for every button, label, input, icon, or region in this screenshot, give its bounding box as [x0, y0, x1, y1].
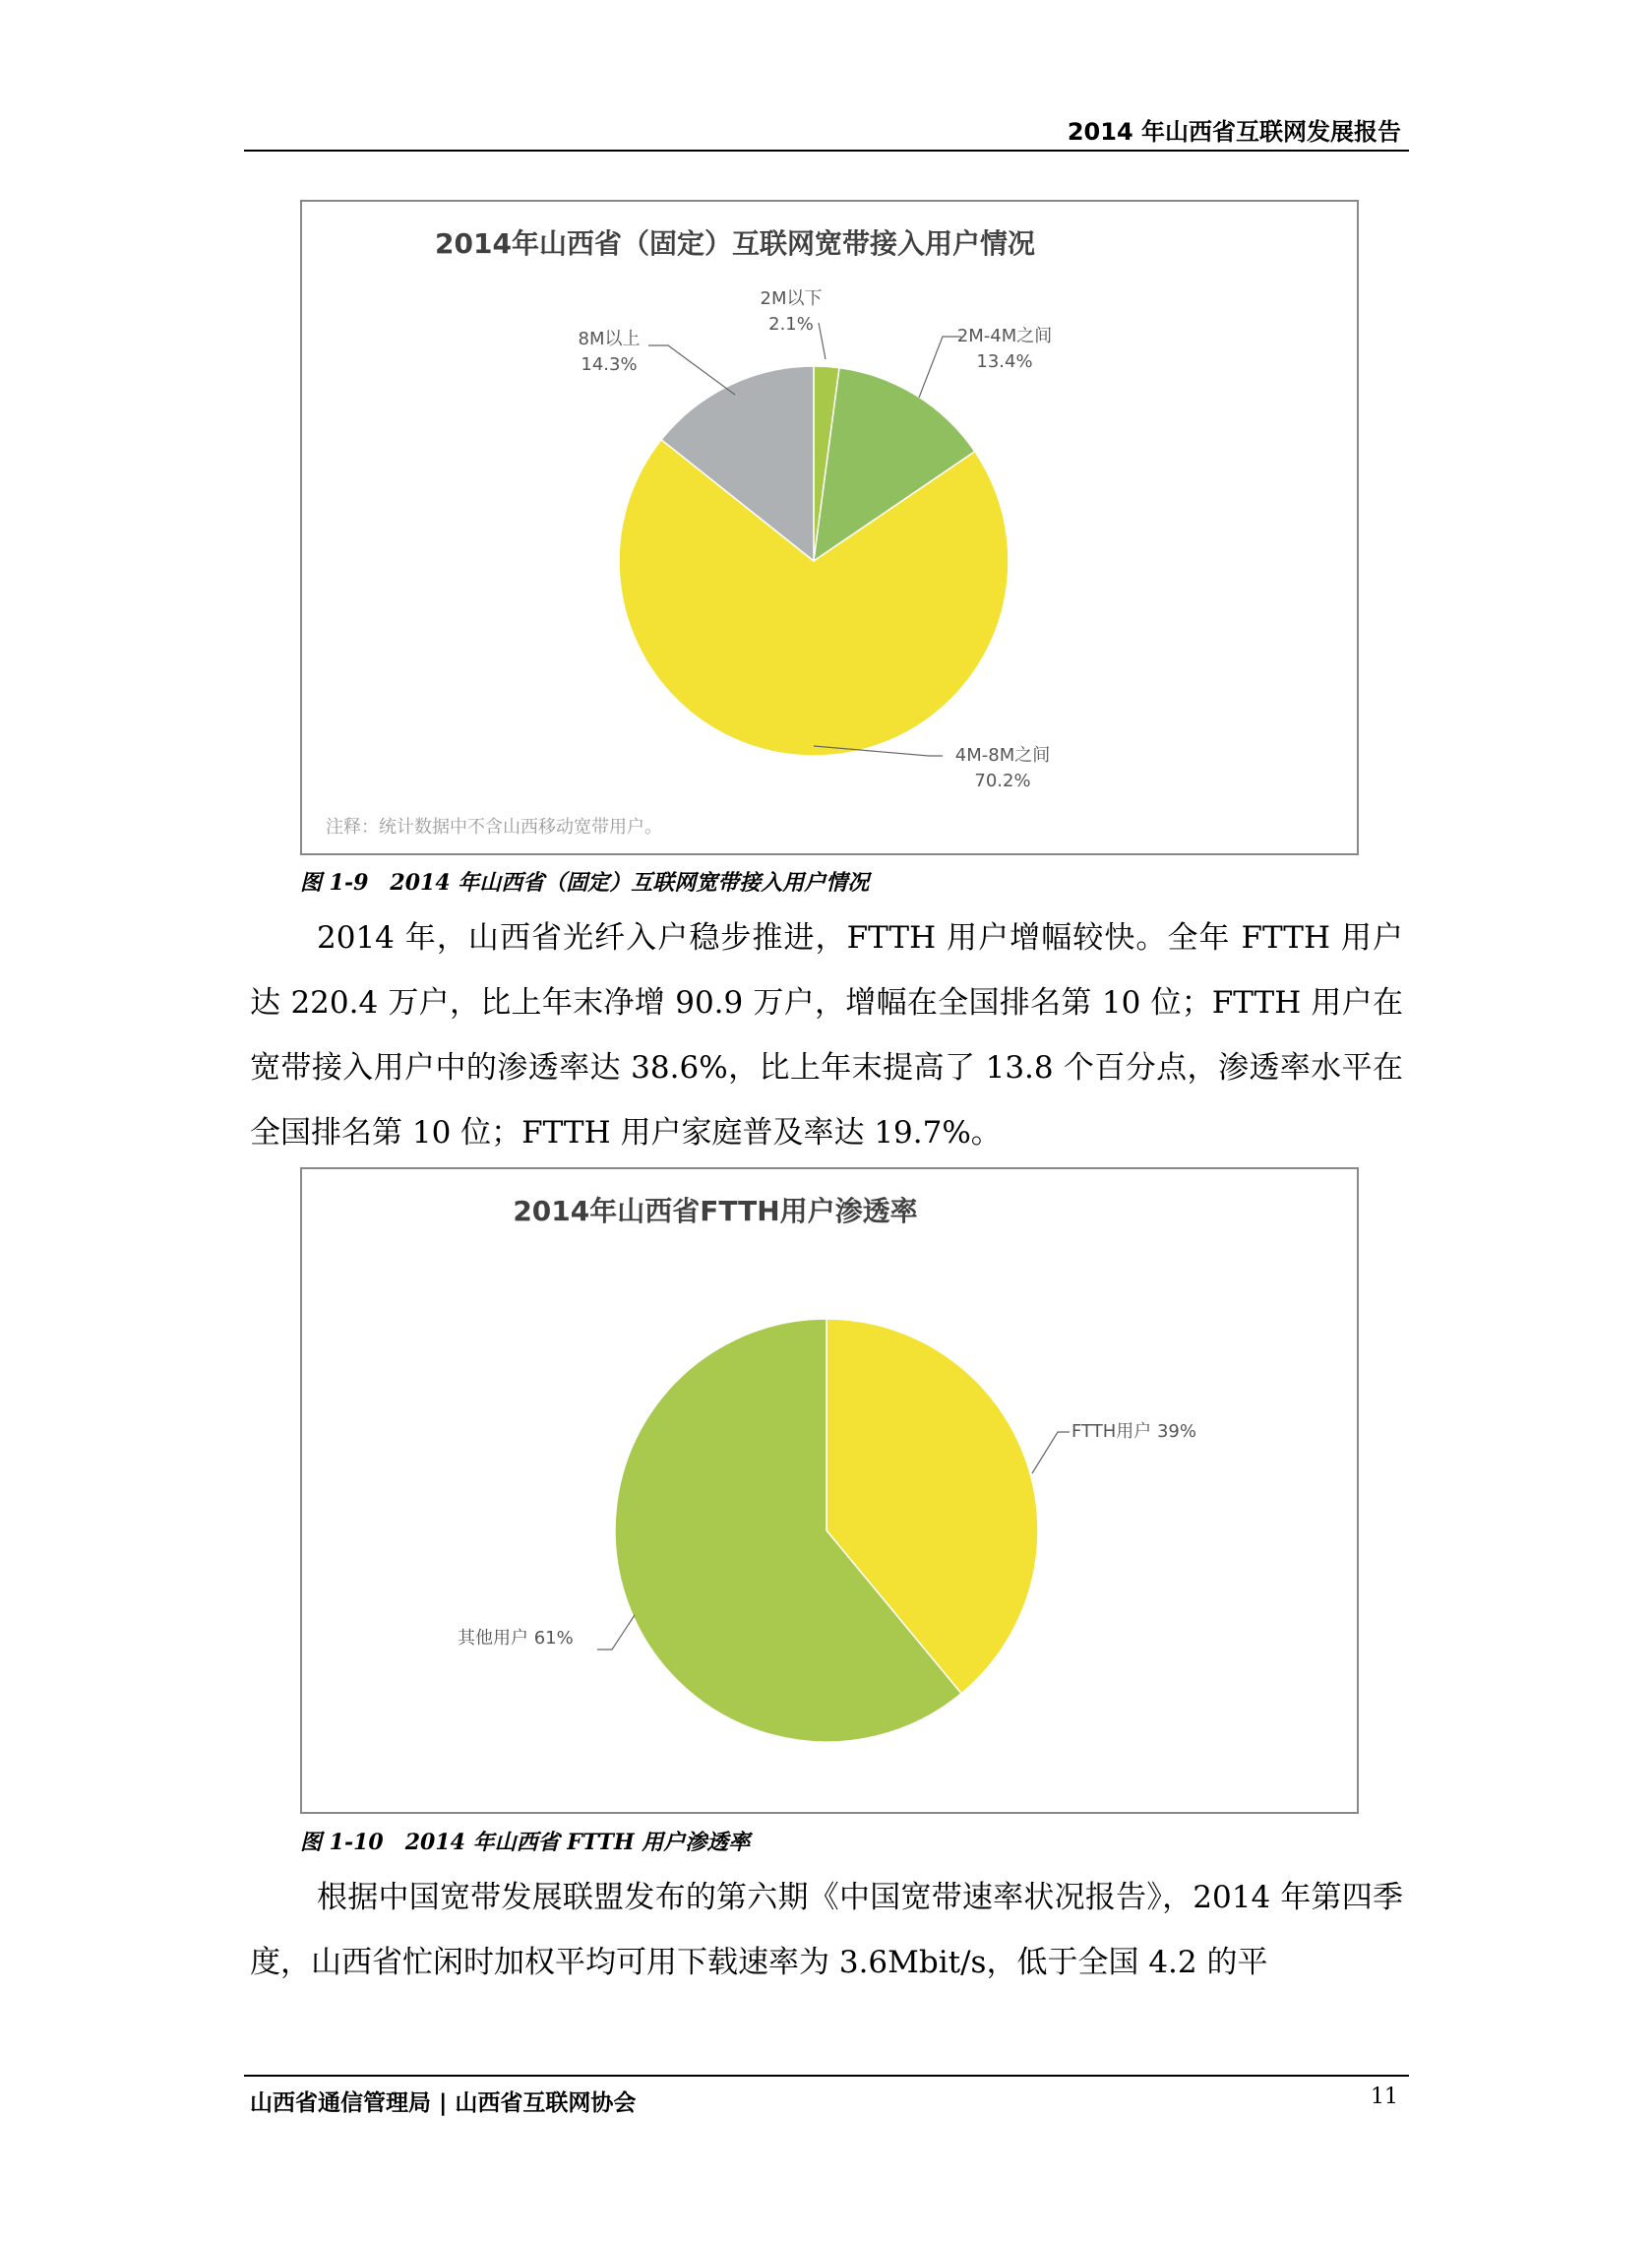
chart2-label-others: 其他用户 61%: [458, 1628, 574, 1649]
chart-broadband-users-svg: [302, 202, 1357, 853]
figure-caption-2: 图 1-10 2014 年山西省 FTTH 用户渗透率: [300, 1830, 751, 1855]
chart2-leader-others: [597, 1615, 635, 1650]
chart2-label-ftth: FTTH用户 39%: [1071, 1421, 1196, 1442]
header-divider: [244, 150, 1409, 152]
chart1-note: 注释：统计数据中不含山西移动宽带用户。: [326, 817, 662, 838]
chart1-label-value-8m-above: 14.3%: [581, 354, 638, 375]
chart1-label-name-2m-below: 2M以下: [760, 288, 823, 309]
paragraph-1-text: 2014 年，山西省光纤入户稳步推进，FTTH 用户增幅较快。全年 FTTH 用户达 220.4 万户，比上年末净增 90.9 万户，增幅在全国排名第 10 位；FTTH 用户在宽带接入用户中的渗透率达 38.6%，比上年末提高了 13.8 个百分点，渗透率水平在全国排名第 10 位；FTTH 用户家庭普及率达 19.7%。: [250, 920, 1403, 1151]
chart-ftth-penetration-svg: [302, 1169, 1357, 1812]
footer-divider: [244, 2075, 1409, 2077]
chart2-leader-ftth: [1032, 1432, 1070, 1473]
footer-page-number: 11: [1371, 2085, 1398, 2109]
chart1-leader-2m-4m: [919, 337, 961, 398]
page-header-title: 2014 年山西省互联网发展报告: [1067, 118, 1401, 146]
paragraph-speed-report: [250, 1865, 1403, 1995]
chart-ftth-penetration: [300, 1167, 1359, 1814]
chart1-leader-8m-above: [648, 345, 735, 395]
chart1-leader-2m-below: [819, 323, 826, 359]
chart1-label-value-2m-4m: 13.4%: [976, 351, 1033, 372]
chart1-label-value-4m-8m: 70.2%: [974, 771, 1031, 791]
chart1-label-name-2m-4m: 2M-4M之间: [956, 326, 1053, 346]
chart1-label-value-2m-below: 2.1%: [768, 314, 814, 335]
figure-caption-1: 图 1-9 2014 年山西省（固定）互联网宽带接入用户情况: [300, 870, 870, 896]
chart2-title: 2014年山西省FTTH用户渗透率: [513, 1195, 918, 1227]
paragraph-ftth-growth: [250, 905, 1403, 1165]
chart1-title: 2014年山西省（固定）互联网宽带接入用户情况: [435, 227, 1035, 260]
chart1-label-name-4m-8m: 4M-8M之间: [954, 745, 1051, 766]
chart1-label-name-8m-above: 8M以上: [578, 329, 641, 349]
footer-organization: 山西省通信管理局 | 山西省互联网协会: [250, 2090, 637, 2116]
chart-broadband-users: [300, 200, 1359, 855]
paragraph-2-text: 根据中国宽带发展联盟发布的第六期《中国宽带速率状况报告》，2014 年第四季度，山西省忙闲时加权平均可用下载速率为 3.6Mbit/s，低于全国 4.2 的平: [250, 1880, 1403, 1980]
